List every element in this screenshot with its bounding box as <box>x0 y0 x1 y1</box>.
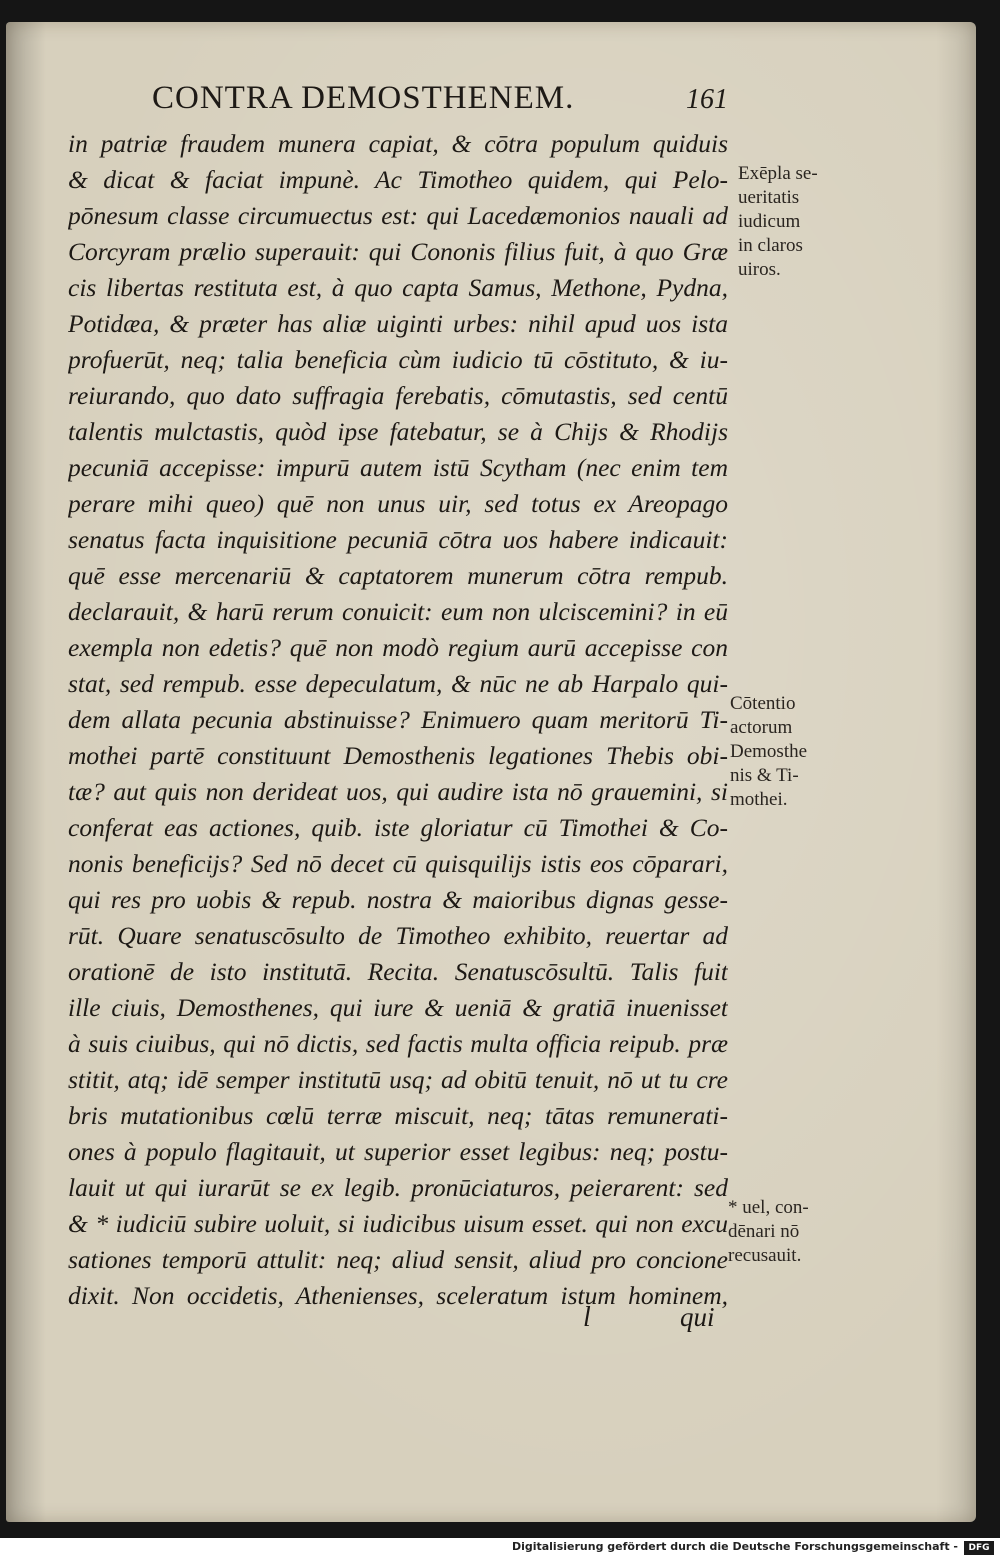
text-line: talentis mulctastis, quòd ipse fatebatur, se à Chijs & Rhodijs <box>68 417 728 446</box>
text-line: declarauit, & harū rerum conuicit: eum non ulciscemini? in eū <box>68 597 728 626</box>
marginal-note-contention: Cōtentio actorum Demosthe nis & Ti- mothei. <box>730 693 808 810</box>
text-line: dem allata pecunia abstinuisse? Enimuero quam meritorū Ti- <box>68 705 728 734</box>
text-line: tæ? aut quis non derideat uos, qui audire ista nō grauemini, si <box>68 777 728 806</box>
signature-mark: l <box>583 1302 591 1333</box>
text-line: in patriæ fraudem munera capiat, & cōtra populum quiduis <box>68 129 728 158</box>
text-line: senatus facta inquisitione pecuniā cōtra uos habere indicauit: <box>68 525 728 554</box>
text-line: nonis beneficijs? Sed nō decet cū quisquilijs istis eos cōparari, <box>68 849 728 878</box>
text-line: pecuniā accepisse: impurū autem istū Scytham (nec enim tem <box>68 453 728 482</box>
text-line: Corcyram prælio superauit: qui Cononis filius fuit, à quo Græ <box>68 237 728 266</box>
text-line: à suis ciuibus, qui nō dictis, sed factis multa officia reipub. præ <box>68 1029 728 1058</box>
text-line: mothei partē constituunt Demosthenis legationes Thebis obi- <box>68 741 728 770</box>
text-line: exempla non edetis? quē non modò regium aurū accepisse con <box>68 633 728 662</box>
text-line: pōnesum classe circumuectus est: qui Lacedæmonios nauali ad <box>68 201 728 230</box>
text-line: stat, sed rempub. esse depeculatum, & nūc ne ab Harpalo qui- <box>68 669 728 698</box>
text-line: sationes temporū attulit: neq; aliud sensit, aliud pro concione <box>68 1245 728 1274</box>
text-line: reiurando, quo dato suffragia ferebatis, cōmutastis, sed centū <box>68 381 728 410</box>
text-line: & * iudiciū subire uoluit, si iudicibus uisum esset. qui non excu <box>68 1209 728 1238</box>
marginal-note-variant-reading: * uel, con- dēnari nō recusauit. <box>728 1197 809 1266</box>
text-line: profuerūt, neq; talia beneficia cùm iudicio tū cōstituto, & iu- <box>68 345 728 374</box>
text-line: dixit. Non occidetis, Athenienses, sceleratum istum hominem, <box>68 1281 728 1310</box>
text-line: qui res pro uobis & repub. nostra & maioribus dignas gesse- <box>68 885 728 914</box>
text-line: perare mihi queo) quē non unus uir, sed totus ex Areopago <box>68 489 728 518</box>
text-line: lauit ut qui iurarūt se ex legib. pronūciaturos, peierarent: sed <box>68 1173 728 1202</box>
text-line: orationē de isto institutā. Recita. Senatuscōsultū. Talis fuit <box>68 957 728 986</box>
text-line: quē esse mercenariū & captatorem munerum cōtra rempub. <box>68 561 728 590</box>
digitization-footer <box>0 1538 1000 1558</box>
page-number: 161 <box>686 84 728 115</box>
text-line: stitit, atq; idē semper institutū usq; ad obitū tenuit, nō ut tu cre <box>68 1065 728 1094</box>
text-line: ones à populo flagitauit, ut superior esset legibus: neq; postu- <box>68 1137 728 1166</box>
text-line: ille ciuis, Demosthenes, qui iure & ueniā & gratiā inuenisset <box>68 993 728 1022</box>
running-head: CONTRA DEMOSTHENEM. <box>152 80 575 116</box>
text-line: cis libertas restituta est, à quo capta Samus, Methone, Pydna, <box>68 273 728 302</box>
marginal-note-severity: Exēpla se- ueritatis iudicum in claros uiros. <box>738 163 818 280</box>
text-line: bris mutationibus cœlū terræ miscuit, neq; tātas remunerati- <box>68 1101 728 1130</box>
dfg-logo: DFG <box>964 1541 994 1555</box>
text-line: rūt. Quare senatuscōsulto de Timotheo exhibito, reuertar ad <box>68 921 728 950</box>
catchword: qui <box>680 1302 715 1332</box>
text-line: & dicat & faciat impunè. Ac Timotheo quidem, qui Pelo- <box>68 165 728 194</box>
digitization-credit: Digitalisierung gefördert durch die Deutsche Forschungsgemeinschaft - <box>511 1540 958 1553</box>
text-line: conferat eas actiones, quib. iste gloriatur cū Timothei & Co- <box>68 813 728 842</box>
text-line: Potidæa, & præter has aliæ uiginti urbes: nihil apud uos ista <box>68 309 728 338</box>
